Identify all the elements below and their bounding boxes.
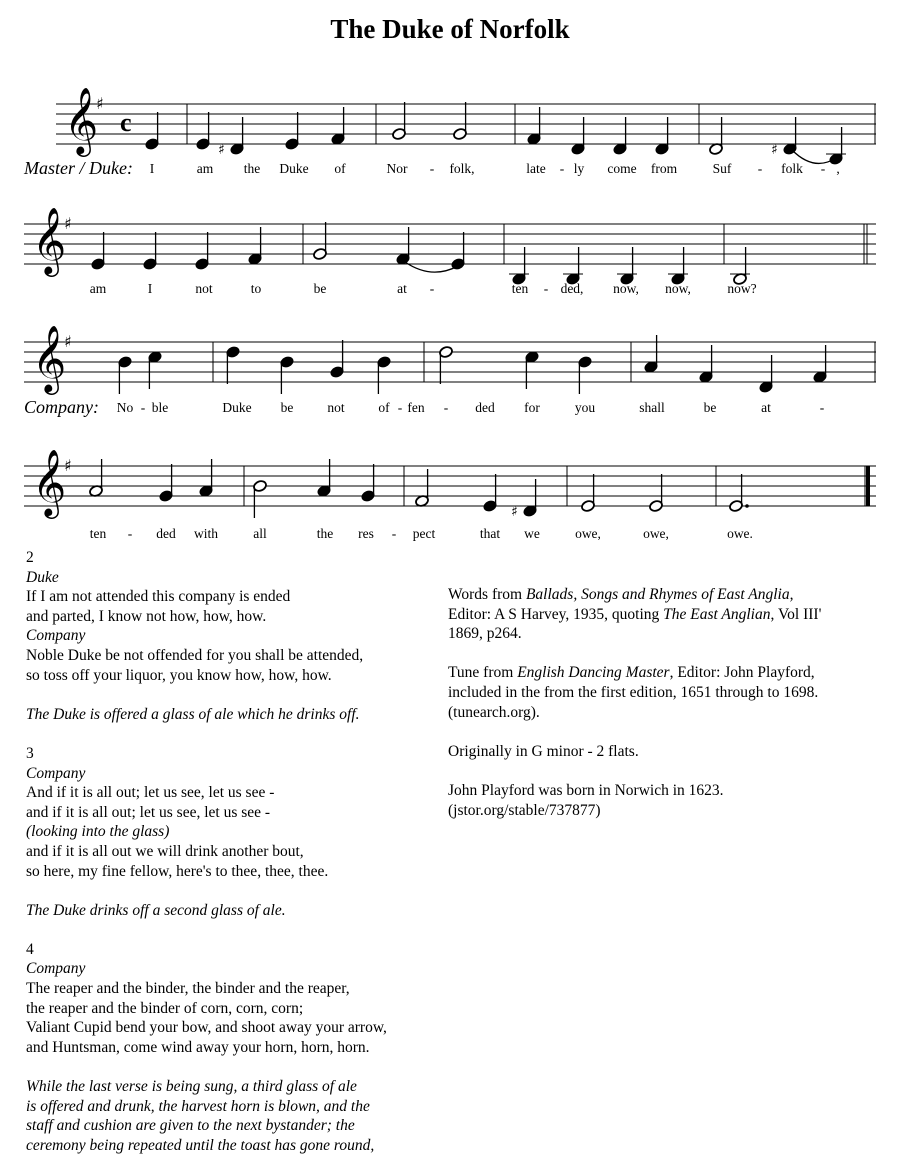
lyric-syllable: from — [650, 161, 678, 176]
stage-direction: While the last verse is being sung, a third glass of ale — [26, 1078, 357, 1096]
verse-line: and parted, I know not how, how, how. — [26, 607, 267, 625]
lyric-syllable: come — [607, 161, 637, 176]
lyric-syllable: for — [524, 400, 540, 415]
lyric-syllable: folk, — [449, 161, 475, 176]
note-tune: (tunearch.org). — [448, 703, 540, 721]
lyric-syllable: ded — [156, 526, 176, 541]
lyric-syllable: Duke — [222, 400, 252, 415]
stage-direction: ceremony being repeated until the toast has gone round, — [26, 1136, 375, 1154]
lyric-syllable: with — [193, 526, 219, 541]
lyric-syllable: Nor — [386, 161, 408, 176]
lyric-syllable: res — [358, 526, 374, 541]
lyric-syllable: be — [280, 400, 294, 415]
lyric-syllable: at — [761, 400, 771, 415]
lyric-syllable: now, — [613, 281, 639, 296]
lyric-syllable: , — [836, 161, 840, 176]
lyric-syllable: am — [89, 281, 107, 296]
sharp-accidental: ♯ — [771, 142, 778, 158]
verse-line: and if it is all out we will drink another bout, — [26, 842, 304, 860]
source-notes — [448, 585, 878, 820]
sharp-accidental: ♯ — [218, 142, 225, 158]
treble-clef-icon: 𝄞 — [32, 324, 67, 392]
verse-number: 4 — [26, 940, 34, 958]
lyric-syllable: - — [397, 400, 403, 415]
verses-column — [26, 548, 436, 1155]
verse-line: and if it is all out; let us see, let us see - — [26, 803, 271, 821]
verse-line: the reaper and the binder of corn, corn, corn; — [26, 999, 304, 1017]
lyric-syllable: - — [429, 161, 435, 176]
treble-clef-icon: 𝄞 — [32, 448, 67, 516]
lyric-syllable: of — [378, 400, 390, 415]
note-words: Editor: A S Harvey, 1935, quoting The East Anglian, Vol III' — [448, 605, 822, 623]
lyric-syllable: we — [524, 526, 540, 541]
key-signature-sharp: ♯ — [64, 332, 72, 351]
verse-role: Company — [26, 627, 86, 645]
lyric-syllable: fen — [407, 400, 425, 415]
lyric-syllable: am — [196, 161, 214, 176]
key-signature-sharp: ♯ — [64, 214, 72, 233]
lyric-syllable: late — [526, 161, 546, 176]
stage-direction: is offered and drunk, the harvest horn is blown, and the — [26, 1097, 370, 1115]
verse-role: Duke — [26, 568, 59, 586]
lyric-syllable: you — [574, 400, 596, 415]
lyric-syllable: - — [559, 161, 565, 176]
note-tune: included in the from the first edition, 1651 through to 1698. — [448, 683, 819, 701]
verse-role: Company — [26, 960, 86, 978]
note-playford: (jstor.org/stable/737877) — [448, 801, 601, 819]
lyric-syllable: - — [819, 400, 825, 415]
lyric-syllable: - — [820, 161, 826, 176]
lyric-syllable: folk — [781, 161, 803, 176]
lyric-syllable: ded, — [560, 281, 584, 296]
note-words: Words from Ballads, Songs and Rhymes of East Anglia, — [448, 586, 794, 603]
stage-direction: The Duke drinks off a second glass of ale. — [26, 901, 286, 919]
lyric-syllable: No — [116, 400, 134, 415]
verse-line: so here, my fine fellow, here's to thee, thee, thee. — [26, 862, 329, 880]
lyric-syllable: - — [127, 526, 133, 541]
lyric-syllable: all — [253, 526, 267, 541]
verse-number: 2 — [26, 549, 34, 566]
verse-line: And if it is all out; let us see, let us see - — [26, 784, 275, 802]
lyric-syllable: now? — [727, 281, 757, 296]
lyric-syllable: not — [327, 400, 345, 415]
lyric-syllable: I — [149, 161, 155, 176]
verse-line: If I am not attended this company is ended — [26, 588, 291, 606]
lyric-syllable: I — [147, 281, 153, 296]
lyric-syllable: - — [443, 400, 449, 415]
staff-label-master-duke: Master / Duke: — [24, 158, 133, 178]
staff-label-company: Company: — [24, 397, 99, 417]
verse-line: Valiant Cupid bend your bow, and shoot away your arrow, — [26, 1019, 387, 1037]
sharp-accidental: ♯ — [511, 504, 518, 520]
lyric-syllable: ded — [475, 400, 495, 415]
lyric-syllable: now, — [665, 281, 691, 296]
lyric-syllable: be — [703, 400, 717, 415]
lyric-syllable: - — [391, 526, 397, 541]
lyric-syllable: Duke — [279, 161, 309, 176]
verse-role: Company — [26, 764, 86, 782]
lyric-syllable: owe, — [643, 526, 669, 541]
stage-direction: staff and cushion are given to the next bystander; the — [26, 1117, 355, 1135]
page-title: The Duke of Norfolk — [330, 14, 570, 44]
lyric-syllable: that — [479, 526, 501, 541]
lyric-syllable: ble — [151, 400, 169, 415]
note-dot — [745, 504, 749, 508]
lyric-syllable: not — [195, 281, 213, 296]
lyric-syllable: ten — [511, 281, 529, 296]
lyric-syllable: the — [243, 161, 261, 176]
lyric-syllable: to — [250, 281, 262, 296]
lyric-syllable: pect — [412, 526, 436, 541]
lyric-syllable: at — [397, 281, 407, 296]
note-original-key: Originally in G minor - 2 flats. — [448, 742, 639, 760]
lyric-syllable: ten — [89, 526, 107, 541]
lyric-syllable: - — [140, 400, 146, 415]
lyric-syllable: owe, — [575, 526, 601, 541]
lyric-syllable: owe. — [727, 526, 753, 541]
note-tune: Tune from English Dancing Master, Editor: John Playford, — [448, 664, 815, 682]
key-signature-sharp: ♯ — [64, 456, 72, 475]
lyric-syllable: ly — [573, 161, 585, 176]
key-signature-sharp: ♯ — [96, 94, 104, 113]
lyric-syllable: - — [429, 281, 435, 296]
verse-number: 3 — [26, 744, 34, 762]
time-signature: c — [120, 108, 132, 137]
verse-aside: (looking into the glass) — [26, 823, 170, 841]
lyric-syllable: of — [334, 161, 346, 176]
stage-direction: The Duke is offered a glass of ale which he drinks off. — [26, 705, 360, 723]
verse-line: The reaper and the binder, the binder and the reaper, — [26, 980, 350, 998]
music-score — [0, 0, 900, 545]
verse-line: Noble Duke be not offended for you shall be attended, — [26, 646, 364, 664]
lyric-syllable: Suf — [712, 161, 732, 176]
verse-line: so toss off your liquor, you know how, how, how. — [26, 666, 332, 684]
verse-line: and Huntsman, come wind away your horn, horn, horn. — [26, 1038, 370, 1056]
treble-clef-icon: 𝄞 — [64, 86, 99, 154]
lyric-syllable: - — [543, 281, 549, 296]
lyric-syllable: the — [316, 526, 334, 541]
lyric-syllable: be — [313, 281, 327, 296]
note-playford: John Playford was born in Norwich in 1623. — [448, 781, 724, 799]
treble-clef-icon: 𝄞 — [32, 206, 67, 274]
note-words: 1869, p264. — [448, 625, 522, 643]
lyric-syllable: shall — [639, 400, 665, 415]
lyric-syllable: - — [757, 161, 763, 176]
